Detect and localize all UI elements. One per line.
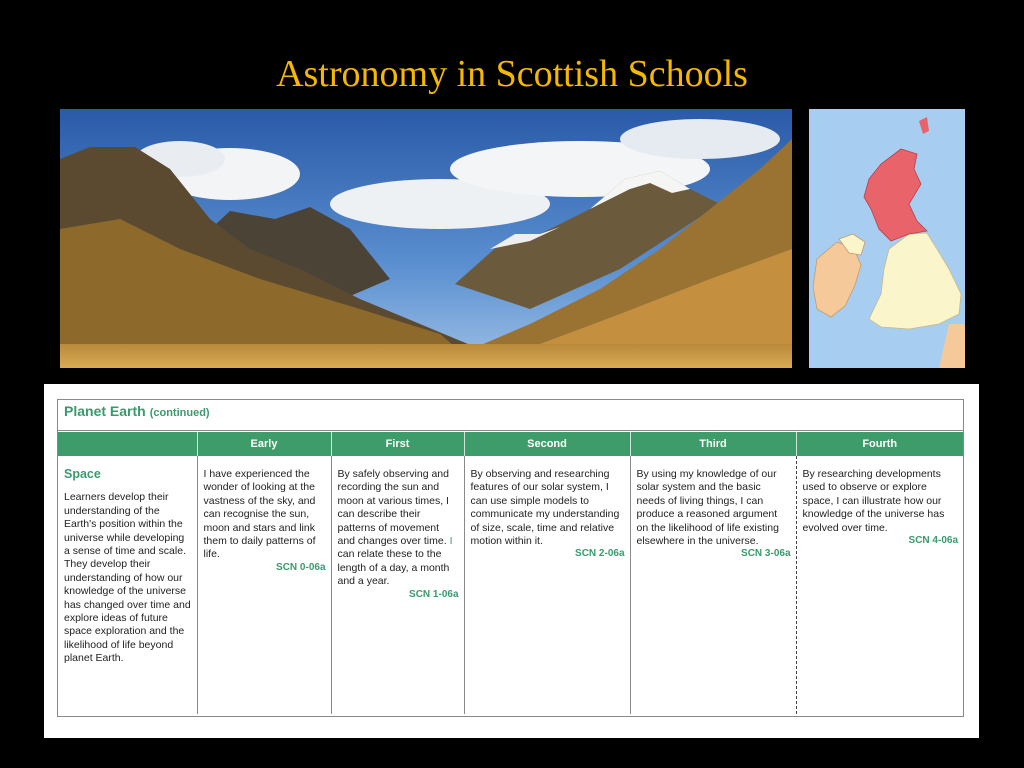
curriculum-panel (44, 384, 979, 738)
first-outcome-highlight: I (449, 535, 453, 548)
fourth-outcome-text: By researching developments used to observe or explore space, I can illustrate how our knowledge of the universe has evolved over time. (802, 468, 945, 534)
column-header-second: Second (464, 432, 630, 456)
level-header-row (58, 432, 963, 456)
early-outcome-text: I have experienced the wonder of looking at the vastness of the sky, and can recognise the sun, moon and stars and link them to daily patterns of life. (203, 468, 316, 561)
third-outcome-code: SCN 3-06a (741, 548, 791, 560)
second-outcome-code: SCN 2-06a (575, 548, 625, 560)
area-cell (58, 456, 197, 714)
second-cell (464, 456, 630, 714)
slide-title: Astronomy in Scottish Schools (276, 53, 748, 95)
first-outcome-text-continued: can relate these to the length of a day, a month and a year. (337, 548, 450, 588)
early-cell (197, 456, 331, 714)
uk-map (809, 109, 965, 368)
column-header-first: First (331, 432, 464, 456)
third-cell (630, 456, 796, 714)
curriculum-table (58, 432, 963, 714)
area-title: Space (64, 467, 101, 481)
fourth-cell (796, 456, 963, 714)
third-outcome-text: By using my knowledge of our solar system and the basic needs of living things, I can produce a reasoned argument on the likelihood of life existing elsewhere in the universe. (636, 468, 779, 548)
second-outcome-text: By observing and researching features of our solar system, I can use simple models to communicate my understanding of size, scale, time and relative motion within it. (470, 468, 620, 548)
table-row (58, 456, 963, 714)
column-header-third: Third (630, 432, 796, 456)
column-header-fourth: Fourth (796, 432, 963, 456)
area-description: Learners develop their understanding of the Earth's position within the universe while developing a sense of time and scale. They develop their understanding of how our knowledge of the universe has changed over time and explore ideas of future space exploration and the likelihood of life beyond planet Earth. (64, 491, 191, 665)
first-outcome-code: SCN 1-06a (409, 588, 459, 600)
table-title: Planet Earth (64, 403, 146, 419)
fourth-outcome-code: SCN 4-06a (908, 535, 958, 547)
landscape-photo (60, 109, 792, 368)
curriculum-table-frame (57, 399, 964, 717)
table-header-row (58, 400, 963, 431)
first-cell (331, 456, 464, 714)
column-header-blank (58, 432, 197, 456)
first-outcome-text: By safely observing and recording the sun and moon at various times, I can describe their patterns of movement and changes over time. (337, 468, 449, 548)
table-subtitle: (continued) (149, 407, 210, 419)
column-header-early: Early (197, 432, 331, 456)
early-outcome-code: SCN 0-06a (276, 561, 326, 573)
